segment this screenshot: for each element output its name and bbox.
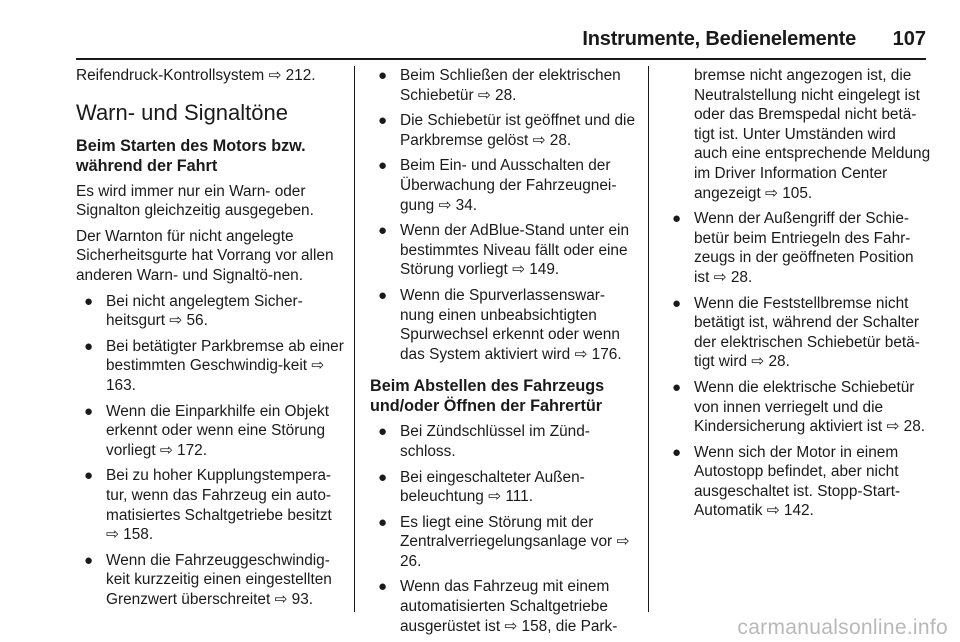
list-item-text: Wenn sich der Motor in einem Autostopp befindet, aber nicht ausgeschaltet ist. Stopp-Start-Automatik ⇨ 142. [694, 443, 901, 520]
column-1 [76, 66, 344, 615]
paragraph: Der Warnton für nicht angelegte Sicherheitsgurte hat Vorrang vor allen anderen Warn- und Signaltö-nen. [76, 227, 334, 284]
list-item-text: Beim Ein- und Ausschalten der Überwachung der Fahrzeugnei-gung ⇨ 34. [400, 157, 617, 214]
list-item-text: Bei zu hoher Kupplungstempera-tur, wenn das Fahrzeug ein auto-matisiertes Schaltgetriebe besitzt ⇨ 158. [106, 467, 332, 544]
list-item-text: Wenn die Einparkhilfe ein Objekt erkennt oder wenn eine Störung vorliegt ⇨ 172. [106, 402, 330, 459]
list-item-text: Beim Schließen der elektrischen Schiebetür ⇨ 28. [400, 67, 621, 104]
column-3 [664, 66, 932, 527]
bullet-icon: ● [378, 222, 388, 240]
bullet-icon: ● [378, 423, 388, 441]
list-item [76, 551, 344, 610]
bullet-icon: ● [378, 157, 388, 175]
list-item-text: Wenn die Spurverlassenswar-nung einen unbeabsichtigten Spurwechsel erkennt oder wenn das System aktiviert wird ⇨ 176. [400, 286, 622, 363]
bullet-icon: ● [84, 467, 94, 485]
list-item [76, 292, 344, 331]
bullet-icon: ● [672, 443, 682, 461]
bullet-icon: ● [672, 378, 682, 396]
list-item [370, 422, 638, 461]
bullet-icon: ● [84, 551, 94, 569]
intro-reference: Reifendruck-Kontrollsystem ⇨ 212. [76, 67, 316, 84]
list-item [370, 111, 638, 150]
bullet-list [664, 209, 932, 521]
section-heading: Warn- und Signaltöne [76, 99, 288, 125]
column-divider [354, 66, 355, 612]
list-item [370, 468, 638, 507]
list-item [370, 221, 638, 280]
list-item [664, 443, 932, 521]
list-item [370, 577, 638, 636]
list-item [370, 156, 638, 215]
bullet-icon: ● [378, 67, 388, 84]
bullet-icon: ● [378, 578, 388, 596]
list-item [664, 209, 932, 287]
header-title: Instrumente, Bedienelemente [582, 28, 856, 50]
subheading-driving: Beim Starten des Motors bzw. während der Fahrt [76, 136, 306, 175]
column-divider [648, 66, 649, 612]
list-item [76, 402, 344, 461]
list-item [370, 513, 638, 572]
list-item-text: Wenn das Fahrzeug mit einem automatisierten Schaltgetriebe ausgerüstet ist ⇨ 158, die Park- [400, 578, 618, 635]
bullet-icon: ● [672, 210, 682, 228]
bullet-icon: ● [84, 292, 94, 310]
list-item-text: Wenn die Fahrzeuggeschwindig-keit kurzzeitig einen eingestellten Grenzwert überschreitet ⇨ 93. [106, 551, 332, 608]
watermark: carmanualsonline.info [737, 616, 948, 639]
bullet-icon: ● [378, 112, 388, 130]
list-item [664, 294, 932, 372]
list-item-text: Wenn die Feststellbremse nicht betätigt ist, während der Schalter der elektrischen Schiebetür betä-tigt wird ⇨ 28. [694, 294, 920, 371]
bullet-icon: ● [378, 286, 388, 304]
bullet-icon: ● [378, 468, 388, 486]
list-item-text: Bei Zündschlüssel im Zünd-schloss. [400, 423, 590, 460]
list-item-text: Wenn der AdBlue-Stand unter ein bestimmtes Niveau fällt oder eine Störung vorliegt ⇨ 149. [400, 222, 630, 279]
list-item-text: Bei nicht angelegtem Sicher-heitsgurt ⇨ 56. [106, 292, 303, 330]
bullet-icon: ● [378, 513, 388, 531]
list-item [664, 378, 932, 437]
list-item [76, 337, 344, 396]
list-item [76, 466, 344, 544]
column-2 [370, 66, 638, 642]
list-item-text: Wenn der Außengriff der Schie-betür beim Entriegeln des Fahr-zeugs in der geöffneten Position ist ⇨ 28. [694, 210, 914, 286]
list-item-text: Bei betätigter Parkbremse ab einer bestimmten Geschwindig-keit ⇨ 163. [106, 337, 344, 394]
bullet-icon: ● [84, 337, 94, 355]
list-item-continuation: bremse nicht angezogen ist, die Neutralstellung nicht eingelegt ist oder das Bremspedal nicht betä-tigt ist. Unter Umständen wird auch eine entsprechende Meldung im Driver Information Center angezeigt ⇨ 105. [694, 67, 931, 202]
subheading-parking: Beim Abstellen des Fahrzeugs und/oder Öffnen der Fahrertür [370, 377, 605, 416]
page-header [76, 24, 926, 60]
paragraph: Es wird immer nur ein Warn- oder Signalton gleichzeitig ausgegeben. [76, 182, 314, 220]
list-item [370, 286, 638, 364]
list-item [370, 66, 638, 105]
list-item-text: Es liegt eine Störung mit der Zentralverriegelungsanlage vor ⇨ 26. [400, 513, 630, 570]
list-item-text: Bei eingeschalteter Außen-beleuchtung ⇨ 111. [400, 468, 585, 506]
bullet-list [76, 292, 344, 610]
list-item-text: Wenn die elektrische Schiebetür von innen verriegelt und die Kindersicherung aktiviert ist ⇨ 28. [694, 378, 926, 436]
page-number: 107 [892, 28, 926, 50]
list-item-text: Die Schiebetür ist geöffnet und die Parkbremse gelöst ⇨ 28. [400, 112, 636, 149]
bullet-icon: ● [672, 294, 682, 312]
bullet-list [370, 66, 638, 364]
bullet-list [370, 422, 638, 636]
bullet-icon: ● [84, 402, 94, 420]
